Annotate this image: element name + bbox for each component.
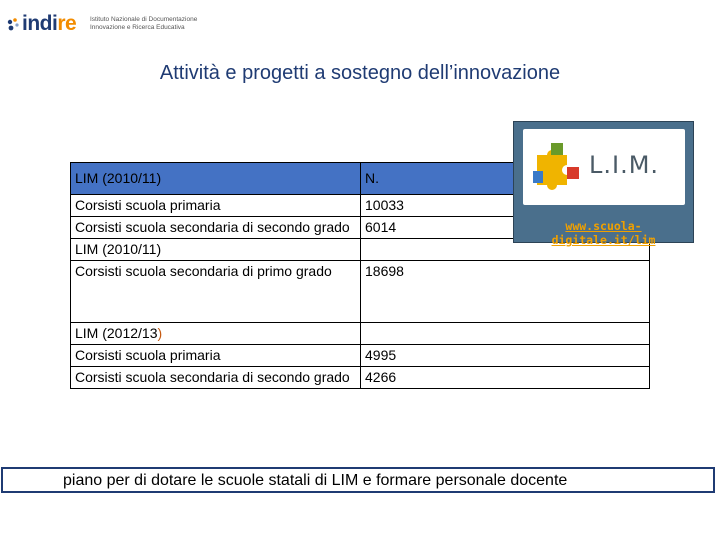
table-row [71, 261, 650, 323]
lim-banner[interactable] [513, 121, 694, 247]
table-row [71, 323, 650, 345]
lim-url-link[interactable]: www.scuola-digitale.it/lim [551, 219, 656, 247]
table-row [71, 345, 650, 367]
header-cell-count: N. [361, 163, 650, 195]
lim-banner-logo-panel [523, 129, 685, 205]
header-cell-period: LIM (2010/11) [71, 163, 361, 195]
indire-logo [6, 10, 196, 36]
row-value: 4995 [361, 345, 650, 367]
row-label: Corsisti scuola primaria [71, 195, 361, 217]
logo-brand: indire [22, 12, 77, 35]
row-label: LIM (2010/11) [71, 239, 361, 261]
row-value: 6014 [361, 217, 650, 239]
footer-note [1, 467, 715, 493]
row-value: 18698 [361, 261, 650, 323]
page-title: Attività e progetti a sostegno dell’innovazione [159, 62, 561, 84]
row-value: 4266 [361, 367, 650, 389]
row-label: LIM (2012/13) [71, 323, 361, 345]
row-value [361, 323, 650, 345]
row-label: Corsisti scuola secondaria di primo grado [71, 261, 361, 323]
row-value: 10033 [361, 195, 650, 217]
row-label: Corsisti scuola secondaria di secondo grado [71, 217, 361, 239]
lim-logo-text: L.I.M. [589, 151, 660, 179]
row-label: Corsisti scuola secondaria di secondo grado [71, 367, 361, 389]
table-row [71, 367, 650, 389]
row-label: Corsisti scuola primaria [71, 345, 361, 367]
footer-text: piano per di dotare le scuole statali di LIM e formare personale docente [63, 472, 568, 489]
puzzle-icon [529, 137, 585, 193]
logo-subtitle: Istituto Nazionale di Documentazione Innovazione e Ricerca Educativa [90, 16, 198, 31]
